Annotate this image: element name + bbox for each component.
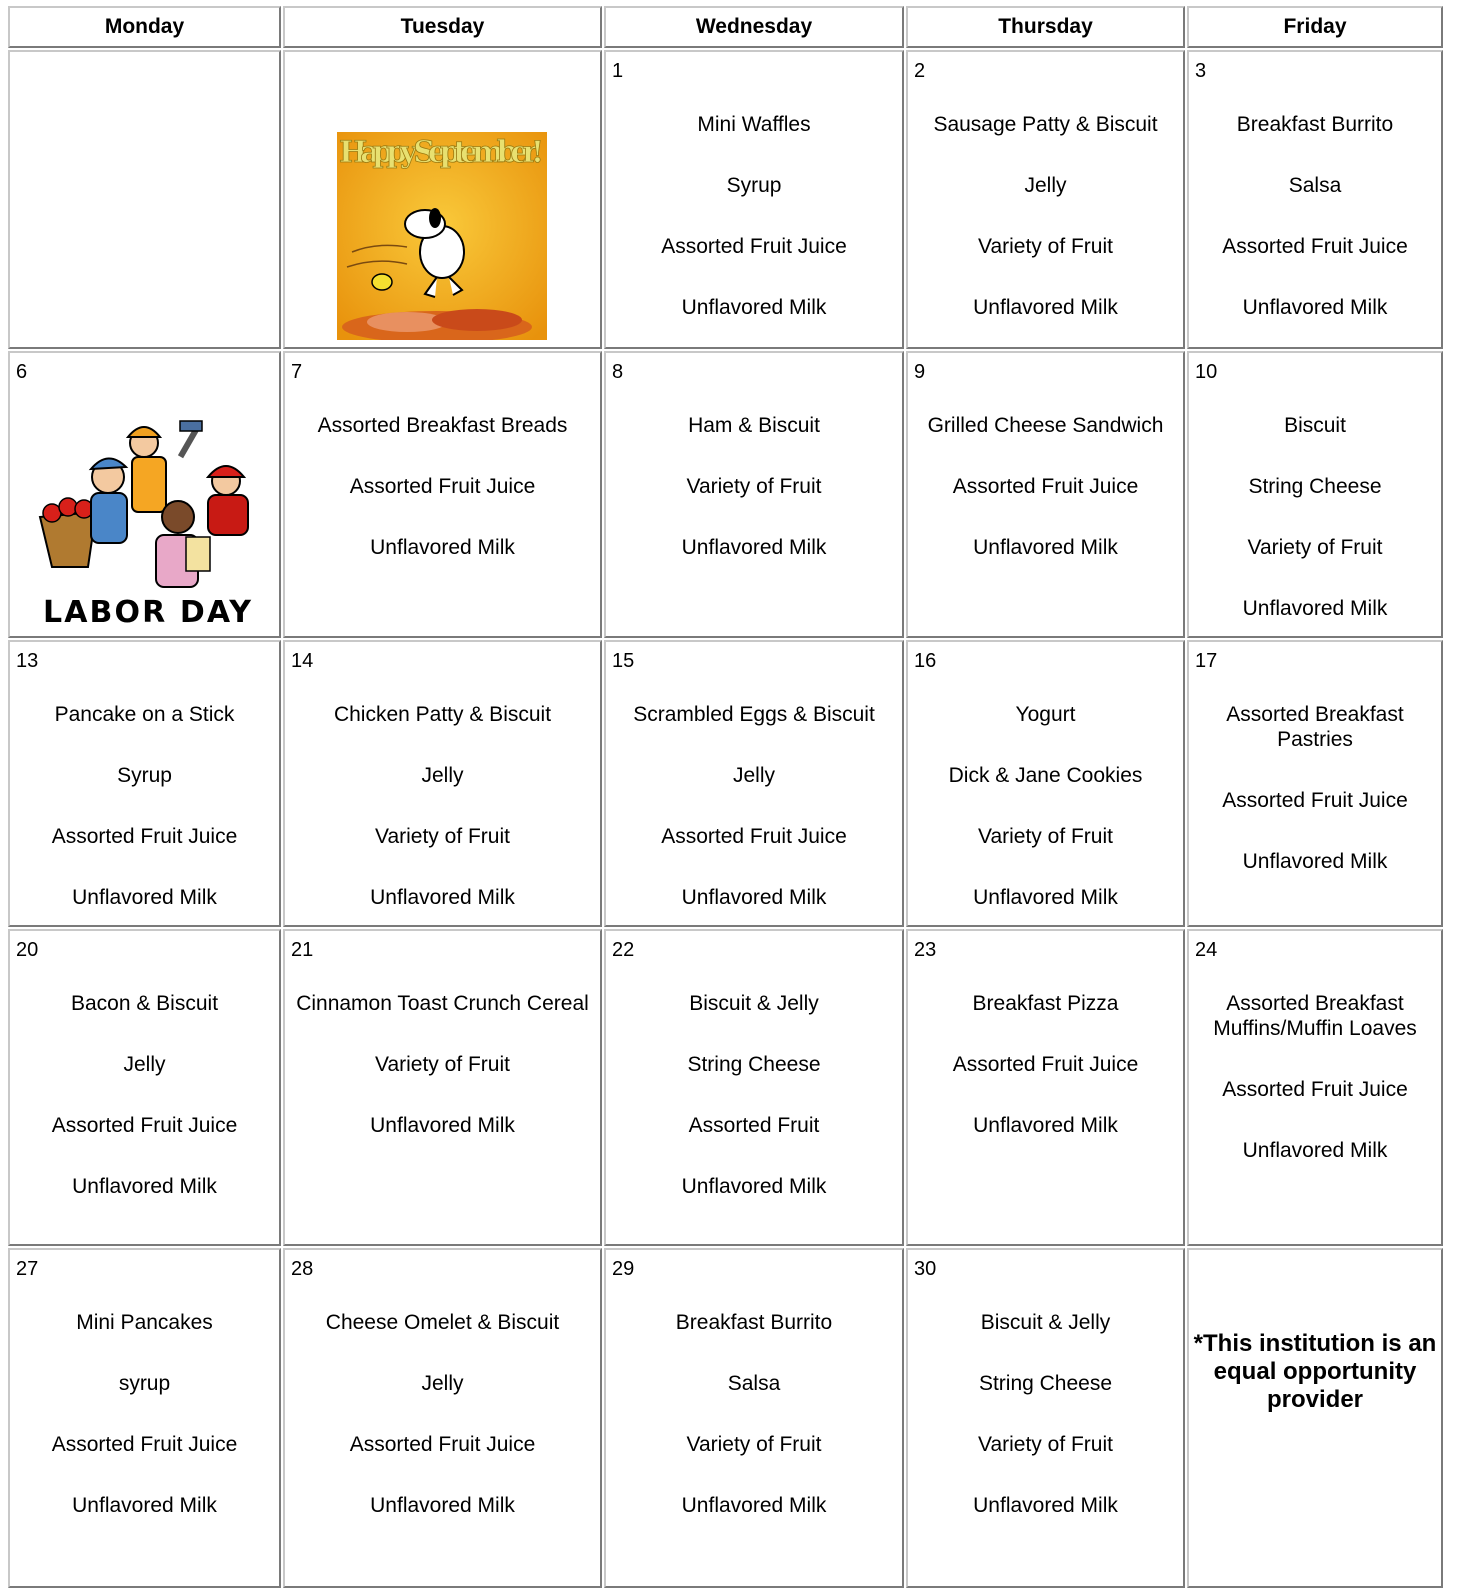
menu-item: Assorted Fruit Juice xyxy=(661,825,847,848)
menu-item: Assorted Fruit Juice xyxy=(51,1114,238,1137)
day-number: 8 xyxy=(612,361,624,383)
day-number: 23 xyxy=(914,939,937,961)
day-number: 1 xyxy=(612,60,624,82)
day-cell xyxy=(1187,351,1443,638)
menu-items xyxy=(908,112,1183,356)
menu-item: String Cheese xyxy=(687,1053,821,1076)
menu-item: Pancake on a Stick xyxy=(54,703,235,726)
menu-items xyxy=(1189,112,1441,356)
happy-september-text: Happy September! xyxy=(339,135,544,170)
menu-item: Assorted Fruit Juice xyxy=(1222,235,1408,258)
menu-item: Unflavored Milk xyxy=(681,886,827,909)
day-cell xyxy=(906,929,1185,1246)
menu-item: Assorted Fruit Juice xyxy=(952,1053,1139,1076)
menu-item: Breakfast Burrito xyxy=(675,1311,833,1334)
menu-item: Jelly xyxy=(123,1053,166,1076)
menu-item: Variety of Fruit xyxy=(978,1433,1113,1456)
day-cell xyxy=(8,929,281,1246)
day-cell xyxy=(906,351,1185,638)
day-number: 28 xyxy=(291,1258,314,1280)
day-number: 14 xyxy=(291,650,314,672)
day-cell xyxy=(604,1248,904,1588)
day-cell xyxy=(8,351,281,638)
labor-day-text: LABOR DAY xyxy=(43,595,251,627)
menu-item: Assorted Fruit Juice xyxy=(51,1433,238,1456)
menu-item: Unflavored Milk xyxy=(681,296,827,319)
menu-item: Unflavored Milk xyxy=(973,296,1118,319)
equal-opportunity-notice: *This institution is an equal opportunity provider xyxy=(1193,1330,1437,1413)
menu-item: Mini Waffles xyxy=(697,113,811,136)
menu-item: Unflavored Milk xyxy=(370,1494,515,1517)
menu-item: Assorted Fruit Juice xyxy=(1222,789,1408,812)
menu-item: Bacon & Biscuit xyxy=(70,992,219,1015)
menu-item: Sausage Patty & Biscuit xyxy=(933,113,1158,136)
menu-item: Assorted Breakfast Breads xyxy=(317,414,568,437)
day-number: 16 xyxy=(914,650,937,672)
day-number: 30 xyxy=(914,1258,937,1280)
header-thursday: Thursday xyxy=(906,6,1185,48)
menu-items xyxy=(1189,991,1441,1199)
menu-item: Scrambled Eggs & Biscuit xyxy=(633,703,875,726)
menu-item: Jelly xyxy=(1024,174,1067,197)
menu-item: Assorted Fruit Juice xyxy=(349,1433,536,1456)
menu-item: Unflavored Milk xyxy=(370,1114,515,1137)
menu-item: Cinnamon Toast Crunch Cereal xyxy=(296,992,589,1015)
day-number: 21 xyxy=(291,939,314,961)
day-number: 2 xyxy=(914,60,926,82)
menu-item: Ham & Biscuit xyxy=(688,414,820,437)
day-number: 17 xyxy=(1195,650,1218,672)
menu-item: Unflavored Milk xyxy=(1242,1139,1388,1162)
menu-item: Variety of Fruit xyxy=(375,825,510,848)
day-cell xyxy=(8,1248,281,1588)
day-cell xyxy=(8,640,281,927)
header-tuesday: Tuesday xyxy=(283,6,602,48)
menu-item: Syrup xyxy=(726,174,782,197)
menu-items xyxy=(10,702,279,946)
menu-item: Assorted Fruit Juice xyxy=(952,475,1139,498)
menu-item: Biscuit & Jelly xyxy=(980,1311,1111,1334)
menu-item: Cheese Omelet & Biscuit xyxy=(325,1311,560,1334)
menu-items xyxy=(1189,702,1441,910)
day-cell xyxy=(906,1248,1185,1588)
menu-item: Unflavored Milk xyxy=(1242,597,1388,620)
menu-items xyxy=(10,991,279,1235)
day-number: 13 xyxy=(16,650,39,672)
menu-item: Grilled Cheese Sandwich xyxy=(927,414,1164,437)
day-number: 24 xyxy=(1195,939,1218,961)
menu-item: Unflavored Milk xyxy=(973,886,1118,909)
menu-items xyxy=(908,413,1183,596)
day-cell xyxy=(604,351,904,638)
menu-item: Assorted Fruit Juice xyxy=(661,235,847,258)
menu-item: Variety of Fruit xyxy=(978,235,1113,258)
menu-item: Jelly xyxy=(732,764,775,787)
menu-item: Assorted Breakfast Pastries xyxy=(1226,703,1404,751)
menu-items xyxy=(10,1310,279,1554)
menu-item: Unflavored Milk xyxy=(72,1494,217,1517)
menu-item: String Cheese xyxy=(978,1372,1113,1395)
menu-items xyxy=(606,702,902,946)
menu-item: Unflavored Milk xyxy=(72,1175,217,1198)
menu-item: Syrup xyxy=(117,764,172,787)
menu-item: Assorted Fruit xyxy=(688,1114,820,1137)
day-cell xyxy=(283,1248,602,1588)
menu-item: Biscuit xyxy=(1284,414,1346,437)
menu-items xyxy=(606,413,902,596)
day-cell xyxy=(906,640,1185,927)
day-cell xyxy=(1187,640,1443,927)
menu-item: Unflavored Milk xyxy=(681,1175,827,1198)
menu-item: Unflavored Milk xyxy=(973,1114,1118,1137)
menu-item: Variety of Fruit xyxy=(1247,536,1383,559)
day-cell xyxy=(8,50,281,349)
menu-items xyxy=(285,413,600,596)
menu-item: Biscuit & Jelly xyxy=(689,992,819,1015)
menu-items xyxy=(606,991,902,1235)
menu-item: Unflavored Milk xyxy=(681,536,827,559)
menu-item: Dick & Jane Cookies xyxy=(948,764,1143,787)
day-cell xyxy=(906,50,1185,349)
menu-item: Assorted Fruit Juice xyxy=(1222,1078,1408,1101)
labor-day-image xyxy=(36,417,258,627)
day-cell xyxy=(283,50,602,349)
happy-september-image xyxy=(337,132,547,340)
menu-item: Chicken Patty & Biscuit xyxy=(333,703,552,726)
menu-item: Breakfast Pizza xyxy=(972,992,1119,1015)
day-cell xyxy=(283,351,602,638)
header-wednesday: Wednesday xyxy=(604,6,904,48)
day-number: 27 xyxy=(16,1258,39,1280)
menu-item: Assorted Fruit Juice xyxy=(349,475,536,498)
menu-item: Salsa xyxy=(727,1372,781,1395)
header-monday: Monday xyxy=(8,6,281,48)
menu-item: Yogurt xyxy=(1015,703,1076,726)
menu-items xyxy=(908,702,1183,946)
menu-items xyxy=(285,702,600,946)
day-number: 7 xyxy=(291,361,303,383)
day-number: 20 xyxy=(16,939,39,961)
menu-item: Jelly xyxy=(421,1372,464,1395)
day-number: 3 xyxy=(1195,60,1207,82)
day-cell xyxy=(604,929,904,1246)
menu-item: Variety of Fruit xyxy=(978,825,1113,848)
day-number: 6 xyxy=(16,361,28,383)
menu-items xyxy=(606,1310,902,1554)
day-cell xyxy=(1187,50,1443,349)
day-cell xyxy=(283,640,602,927)
menu-item: Variety of Fruit xyxy=(686,1433,822,1456)
menu-item: syrup xyxy=(118,1372,171,1395)
menu-item: Unflavored Milk xyxy=(1242,296,1388,319)
day-cell xyxy=(604,50,904,349)
menu-items xyxy=(1189,413,1441,657)
menu-item: String Cheese xyxy=(1248,475,1382,498)
day-number: 10 xyxy=(1195,361,1218,383)
menu-item: Jelly xyxy=(421,764,464,787)
day-number: 15 xyxy=(612,650,635,672)
menu-item: Unflavored Milk xyxy=(681,1494,827,1517)
menu-item: Mini Pancakes xyxy=(76,1311,213,1334)
menu-items xyxy=(606,112,902,356)
menu-item: Unflavored Milk xyxy=(370,536,515,559)
day-cell xyxy=(1187,1248,1443,1588)
menu-item: Assorted Fruit Juice xyxy=(51,825,238,848)
menu-item: Variety of Fruit xyxy=(686,475,822,498)
menu-item: Unflavored Milk xyxy=(973,1494,1118,1517)
menu-item: Salsa xyxy=(1288,174,1342,197)
menu-items xyxy=(908,1310,1183,1554)
menu-items xyxy=(285,991,600,1174)
header-friday: Friday xyxy=(1187,6,1443,48)
menu-items xyxy=(285,1310,600,1554)
menu-item: Unflavored Milk xyxy=(370,886,515,909)
menu-item: Unflavored Milk xyxy=(1242,850,1388,873)
menu-item: Unflavored Milk xyxy=(72,886,217,909)
day-number: 9 xyxy=(914,361,926,383)
day-number: 22 xyxy=(612,939,635,961)
day-cell xyxy=(1187,929,1443,1246)
day-cell xyxy=(604,640,904,927)
menu-item: Breakfast Burrito xyxy=(1236,113,1394,136)
menu-item: Unflavored Milk xyxy=(973,536,1118,559)
day-number: 29 xyxy=(612,1258,635,1280)
menu-item: Variety of Fruit xyxy=(375,1053,510,1076)
day-cell xyxy=(283,929,602,1246)
menu-item: Assorted Breakfast Muffins/Muffin Loaves xyxy=(1213,992,1417,1040)
menu-items xyxy=(908,991,1183,1174)
